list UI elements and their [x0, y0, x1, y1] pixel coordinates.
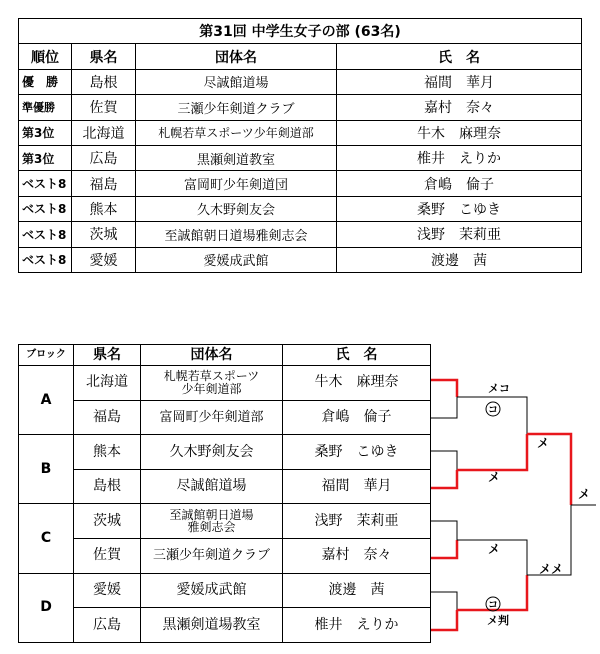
pref-cell: 茨城: [72, 222, 136, 247]
table-row: [19, 538, 431, 573]
bracket-header-row: [19, 345, 431, 366]
rank-cell: 第3位: [19, 145, 72, 170]
block-label: A: [19, 366, 74, 435]
bracket-line-sf2-top: [457, 540, 527, 575]
pref-cell: 広島: [74, 608, 141, 643]
table-row: [19, 145, 582, 170]
header-team: 団体名: [136, 44, 337, 69]
rank-cell: ベスト8: [19, 196, 72, 221]
results-header-row: [19, 44, 582, 69]
team-cell: 三瀬少年剣道クラブ: [141, 538, 283, 573]
rank-cell: ベスト8: [19, 222, 72, 247]
rank-cell: 準優勝: [19, 95, 72, 120]
team-line-2: 少年剣道部: [181, 381, 242, 396]
pref-cell: 愛媛: [74, 573, 141, 608]
header-pref: 県名: [72, 44, 136, 69]
table-row: [19, 95, 582, 120]
table-row: [19, 120, 582, 145]
team-cell: 愛媛成武館: [136, 247, 337, 272]
results-title: 第31回 中学生女子の部 (63名): [19, 19, 582, 44]
team-cell: 久木野剣友会: [136, 196, 337, 221]
table-row: [19, 573, 431, 608]
team-cell: 尽誠館道場: [136, 69, 337, 94]
name-cell: 福間 華月: [337, 69, 582, 94]
name-cell: 椎井 えりか: [337, 145, 582, 170]
block-label: D: [19, 573, 74, 642]
table-row: [19, 196, 582, 221]
bracket-line-a1: [431, 380, 457, 397]
mark-qf-a-lose: コ: [488, 405, 498, 416]
name-cell: 嘉村 奈々: [337, 95, 582, 120]
pref-cell: 佐賀: [72, 95, 136, 120]
pref-cell: 北海道: [74, 366, 141, 401]
bracket-line-final-bot: [527, 505, 571, 575]
team-cell: 三瀬少年剣道クラブ: [136, 95, 337, 120]
team-cell: 至誠館朝日道場雅剣志会: [136, 222, 337, 247]
name-cell: 嘉村 奈々: [283, 538, 431, 573]
name-cell: 倉嶋 倫子: [337, 171, 582, 196]
mark-qf-a-win: メコ: [488, 382, 510, 395]
bracket-table: [18, 344, 431, 643]
team-line-1: 札幌若草スポーツ: [163, 369, 260, 384]
mark-circle-d: [486, 597, 500, 611]
pref-cell: 愛媛: [72, 247, 136, 272]
table-row: [19, 504, 431, 539]
pref-cell: 佐賀: [74, 538, 141, 573]
table-row: [19, 222, 582, 247]
header-team: 団体名: [141, 345, 283, 366]
team-cell: [141, 504, 283, 539]
team-cell: [141, 366, 283, 401]
mark-sf2: メメ: [539, 562, 564, 576]
pref-cell: 熊本: [72, 196, 136, 221]
name-cell: 渡邊 茜: [337, 247, 582, 272]
bracket-line-b2: [431, 470, 457, 488]
pref-cell: 島根: [74, 469, 141, 504]
mark-qf-d-lose: コ: [488, 600, 498, 611]
table-row: [19, 469, 431, 504]
team-cell: 富岡町少年剣道部: [141, 400, 283, 435]
rank-cell: ベスト8: [19, 247, 72, 272]
rank-cell: ベスト8: [19, 171, 72, 196]
bracket-line-sf2-bot: [457, 575, 527, 610]
name-cell: 浅野 茉莉亜: [337, 222, 582, 247]
header-block: ブロック: [19, 345, 74, 366]
team-cell: 黒瀬剣道場教室: [141, 608, 283, 643]
bracket-line-d1: [431, 592, 457, 610]
team-cell: 愛媛成武館: [141, 573, 283, 608]
table-row: [19, 69, 582, 94]
mark-final: メ: [578, 487, 591, 501]
name-cell: 牛木 麻理奈: [337, 120, 582, 145]
name-cell: 桑野 こゆき: [283, 435, 431, 470]
table-row: [19, 171, 582, 196]
bracket-line-sf1-top: [457, 397, 527, 434]
table-row: [19, 435, 431, 470]
table-row: [19, 400, 431, 435]
bracket-line-a2: [431, 397, 457, 418]
name-cell: 桑野 こゆき: [337, 196, 582, 221]
pref-cell: 福島: [72, 171, 136, 196]
bracket-line-c2: [431, 540, 457, 558]
team-cell: 黒瀬剣道教室: [136, 145, 337, 170]
mark-sf1: メ: [537, 436, 550, 450]
header-pref: 県名: [74, 345, 141, 366]
bracket-line-b1: [431, 451, 457, 470]
bracket-line-d2: [431, 610, 457, 630]
rank-cell: 第3位: [19, 120, 72, 145]
header-rank: 順位: [19, 44, 72, 69]
team-cell: 尽誠館道場: [141, 469, 283, 504]
results-table: [18, 18, 582, 273]
mark-qf-c: メ: [488, 542, 501, 556]
table-row: [19, 608, 431, 643]
team-line-1: 至誠館朝日道場: [169, 507, 254, 522]
mark-qf-b: メ: [488, 470, 501, 484]
bracket-line-sf1-bot: [457, 434, 527, 470]
bracket-line-final-top: [527, 434, 571, 505]
block-label: B: [19, 435, 74, 504]
rank-cell: 優 勝: [19, 69, 72, 94]
pref-cell: 島根: [72, 69, 136, 94]
block-label: C: [19, 504, 74, 573]
name-cell: 椎井 えりか: [283, 608, 431, 643]
pref-cell: 茨城: [74, 504, 141, 539]
mark-circle-a: [486, 402, 500, 416]
name-cell: 浅野 茉莉亜: [283, 504, 431, 539]
team-cell: 札幌若草スポーツ少年剣道部: [136, 120, 337, 145]
name-cell: 渡邊 茜: [283, 573, 431, 608]
header-name: 氏 名: [337, 44, 582, 69]
name-cell: 牛木 麻理奈: [283, 366, 431, 401]
name-cell: 倉嶋 倫子: [283, 400, 431, 435]
mark-qf-d-win: メ判: [487, 614, 509, 627]
table-row: [19, 366, 431, 401]
bracket-line-c1: [431, 521, 457, 540]
pref-cell: 広島: [72, 145, 136, 170]
pref-cell: 北海道: [72, 120, 136, 145]
team-cell: 久木野剣友会: [141, 435, 283, 470]
table-row: [19, 247, 582, 272]
pref-cell: 福島: [74, 400, 141, 435]
header-name: 氏 名: [283, 345, 431, 366]
pref-cell: 熊本: [74, 435, 141, 470]
name-cell: 福間 華月: [283, 469, 431, 504]
team-cell: 富岡町少年剣道団: [136, 171, 337, 196]
team-line-2: 雅剣志会: [187, 520, 236, 535]
